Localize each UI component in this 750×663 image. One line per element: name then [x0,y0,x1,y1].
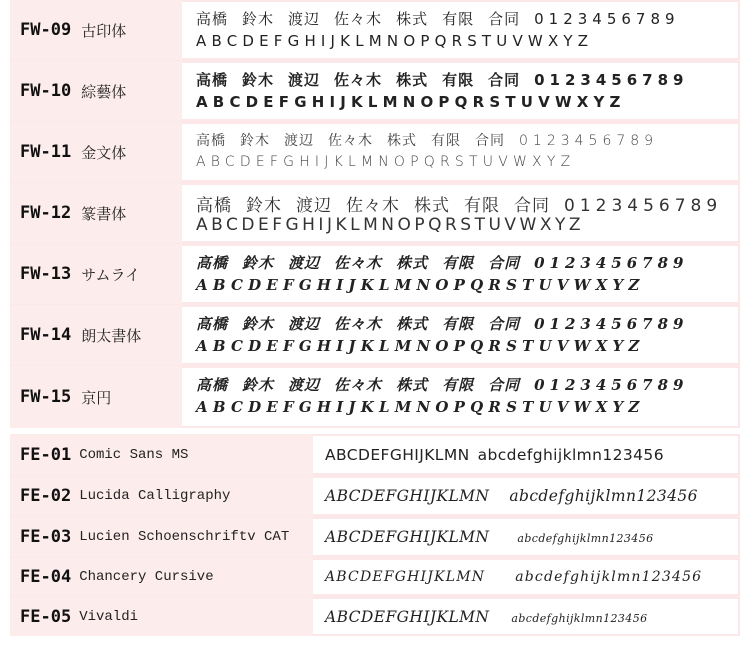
font-code: FE-02 [20,486,72,506]
font-sample [313,519,738,555]
font-row-fe-04 [10,558,740,596]
font-name: 金文体 [81,143,127,162]
font-name: 朗太書体 [81,326,142,345]
sample-line-alphabet: ABCDEFGHIJKLMNOPQRSTUVWXYZ [196,32,594,50]
sample-line-alphabet: ABCDEFGHIJKLMNOPQRSTUVWXYZ [196,154,576,170]
font-label [10,61,182,121]
sample-line-kanji: 高橋 鈴木 渡辺 佐々木 株式 有限 合同 0123456789 [196,10,680,28]
sample-line-alphabet: ABCDEFGHIJKLMNOPQRSTUVWXYZ [196,398,645,416]
font-row-fw-10 [10,61,740,121]
font-code: FE-01 [20,444,72,465]
font-label [10,0,182,60]
font-label [10,517,313,557]
font-name: Chancery Cursive [79,569,214,585]
font-sample [182,368,738,426]
font-sample [182,63,738,119]
font-label [10,434,313,475]
font-code: FE-03 [20,527,72,547]
font-label [10,244,182,304]
font-sample [182,246,738,302]
font-row-fe-05 [10,597,740,636]
font-row-fe-02 [10,476,740,516]
sample-line-alphabet: ABCDEFGHIJKLMNOPQRSTUVWXYZ [196,276,645,294]
font-row-fw-11 [10,122,740,182]
sample-line: ABCDEFGHIJKLMN abcdefghijklmn123456 [325,445,664,464]
font-row-fw-12 [10,183,740,243]
font-code: FE-04 [20,567,72,587]
font-name: 綜藝体 [81,82,127,101]
font-row-fw-15 [10,366,740,428]
font-sample [313,478,738,514]
font-name: 京円 [81,388,112,407]
font-name: サムライ [81,265,140,284]
sample-line-kanji: 高橋 鈴木 渡辺 佐々木 株式 有限 合同 0123456789 [196,376,689,394]
font-code: FW-15 [20,387,72,407]
font-code: FW-09 [20,20,72,40]
sample-line-kanji: 高橋 鈴木 渡辺 佐々木 株式 有限 合同 0123456789 [196,133,659,149]
font-name: Lucida Calligraphy [79,488,231,504]
font-sample [182,307,738,363]
font-code: FW-10 [20,81,72,101]
font-label [10,122,182,182]
font-name: Comic Sans MS [79,446,189,463]
font-label [10,183,182,243]
font-label [10,597,313,636]
sample-line: ABCDEFGHIJKLMN abcdefghijklmn123456 [325,487,698,505]
font-name: 古印体 [81,21,127,40]
font-label [10,558,313,596]
sample-line: ABCDEFGHIJKLMN abcdefghijklmn123456 [325,528,654,546]
font-sample [182,185,738,241]
font-row-fe-01 [10,434,740,475]
font-sample [313,436,738,473]
font-row-fw-13 [10,244,740,304]
sample-line: ABCDEFGHIJKLMN abcdefghijklmn123456 [325,607,648,626]
font-code: FW-12 [20,203,72,223]
sample-line-kanji: 高橋 鈴木 渡辺 佐々木 株式 有限 合同 0123456789 [196,315,689,333]
font-label [10,366,182,428]
font-code: FW-13 [20,264,72,284]
font-sample [313,560,738,594]
font-name: Vivaldi [79,608,138,625]
sample-line-alphabet: ABCDEFGHIJKLMNOPQRSTUVWXYZ [196,337,645,355]
font-sample [182,2,738,58]
sample-line-alphabet: ABCDEFGHIJKLMNOPQRSTUVWXYZ [196,215,585,235]
sample-line: ABCDEFGHIJKLMN abcdefghijklmn123456 [325,569,703,585]
font-name: 篆書体 [81,204,127,223]
sample-line-kanji: 高橋 鈴木 渡辺 佐々木 株式 有限 合同 0123456789 [196,254,689,272]
font-sample [182,124,738,180]
font-sample [313,599,738,634]
font-label [10,476,313,516]
font-code: FW-11 [20,142,72,162]
font-row-fw-14 [10,305,740,365]
font-row-fe-03 [10,517,740,557]
font-code: FE-05 [20,606,72,627]
font-code: FW-14 [20,325,72,345]
font-row-fw-09 [10,0,740,60]
sample-line-alphabet: ABCDEFGHIJKLMNOPQRSTUVWXYZ [196,93,626,111]
sample-line-kanji: 高橋 鈴木 渡辺 佐々木 株式 有限 合同 0123456789 [196,196,723,216]
sample-line-kanji: 高橋 鈴木 渡辺 佐々木 株式 有限 合同 0123456789 [196,71,689,89]
font-label [10,305,182,365]
font-name: Lucien Schoenschriftv CAT [79,529,290,545]
